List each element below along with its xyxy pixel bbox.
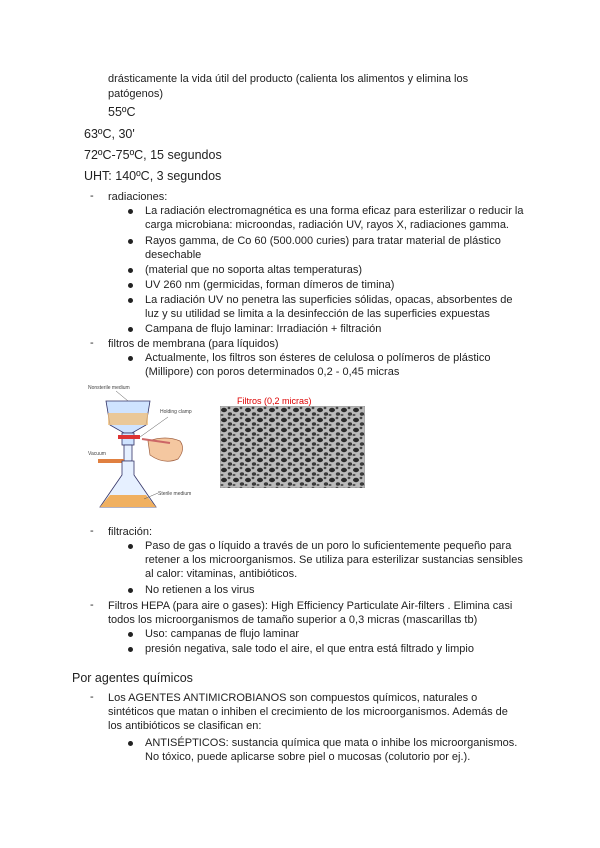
temp-55: 55ºC	[108, 105, 136, 119]
dash-marker: -	[90, 525, 94, 537]
memb-b1a: Actualmente, los filtros son ésteres de celulosa o polímeros de plástico	[145, 352, 491, 364]
filt-b1a: Paso de gas o líquido a través de un poro lo suficientemente pequeño para	[145, 540, 512, 552]
rad-b6: Campana de flujo laminar: Irradiación + filtración	[145, 323, 382, 335]
memb-b1b: (Millipore) con poros determinados 0,2 - 0,45 micras	[145, 366, 400, 378]
bullet-dot	[128, 268, 133, 273]
rad-b1a: La radiación electromagnética es una forma eficaz para esterilizar o reducir la	[145, 205, 524, 217]
membrane-micrograph	[220, 406, 365, 488]
bullet-dot	[128, 209, 133, 214]
rad-b4: UV 260 nm (germicidas, forman dímeros de timina)	[145, 279, 395, 291]
hepa-line-1: Filtros HEPA (para aire o gases): High Efficiency Particulate Air-filters . Elimina casi	[108, 600, 513, 612]
bullet-dot	[128, 544, 133, 549]
label-vacuum: Vacuum	[88, 451, 106, 457]
temp-uht: UHT: 140ºC, 3 segundos	[84, 169, 222, 183]
intro-line-1: drásticamente la vida útil del producto (calienta los alimentos y elimina los	[108, 73, 469, 85]
rad-b5b: luz y su utilidad se limita a la desinfección de las superficies expuestas	[145, 308, 490, 320]
quim-p2: sintéticos que matan o inhiben el crecimiento de los microorganismos. Además de	[108, 706, 508, 718]
radiaciones-heading: radiaciones:	[108, 191, 168, 203]
bullet-dot	[128, 741, 133, 746]
bullet-dot	[128, 632, 133, 637]
dash-marker: -	[90, 190, 94, 202]
rad-b2a: Rayos gamma, de Co 60 (500.000 curies) para tratar material de plástico	[145, 235, 501, 247]
bullet-dot	[128, 327, 133, 332]
temp-72: 72ºC-75ºC, 15 segundos	[84, 148, 222, 162]
quim-p1: Los AGENTES ANTIMICROBIANOS son compuestos químicos, naturales o	[108, 692, 478, 704]
label-nonsterile: Nonsterile medium	[88, 385, 130, 391]
rad-b5a: La radiación UV no penetra las superficies sólidas, opacas, absorbentes de	[145, 294, 513, 306]
label-sterile: Sterile medium	[158, 491, 192, 497]
bullet-dot	[128, 298, 133, 303]
bullet-dot	[128, 283, 133, 288]
bullet-dot	[128, 239, 133, 244]
membrana-heading: filtros de membrana (para líquidos)	[108, 338, 279, 350]
hepa-b1: Uso: campanas de flujo laminar	[145, 628, 300, 640]
quim-p3: los antibióticos se clasifican en:	[108, 720, 262, 732]
filtracion-heading: filtración:	[108, 526, 153, 538]
quimicos-heading: Por agentes químicos	[72, 671, 193, 685]
bullet-dot	[128, 647, 133, 652]
dash-marker: -	[90, 337, 94, 349]
filt-b2: No retienen a los virus	[145, 584, 255, 596]
bullet-dot	[128, 588, 133, 593]
quim-b1a: ANTISÉPTICOS: sustancia química que mata o inhibe los microorganismos.	[145, 737, 518, 749]
micrograph-label: Filtros (0,2 micras)	[237, 396, 312, 406]
label-clamp: Holding clamp	[160, 409, 192, 415]
rad-b2b: desechable	[145, 249, 202, 261]
filt-b1c: al calor: vitaminas, antibióticos.	[145, 568, 298, 580]
quim-b1b: No tóxico, puede aplicarse sobre piel o mucosas (colutorio por ej.).	[145, 751, 471, 763]
rad-b3: (material que no soporta altas temperaturas)	[145, 264, 363, 276]
hepa-line-2: todos los microorganismos de tamaño superior a 0,3 micras (mascarillas tb)	[108, 614, 478, 626]
bullet-dot	[128, 356, 133, 361]
temp-63: 63ºC, 30'	[84, 127, 135, 141]
intro-line-2: patógenos)	[108, 88, 164, 100]
filt-b1b: retener a los microorganismos. Se utiliza para esterilizar sustancias sensibles	[145, 554, 523, 566]
dash-marker: -	[90, 599, 94, 611]
dash-marker: -	[90, 691, 94, 703]
hepa-b2: presión negativa, sale todo el aire, el que entra está filtrado y limpio	[145, 643, 474, 655]
filtration-apparatus-figure	[88, 383, 200, 515]
rad-b1b: carga microbiana: microondas, radiación UV, rayos X, radiaciones gamma.	[145, 219, 509, 231]
